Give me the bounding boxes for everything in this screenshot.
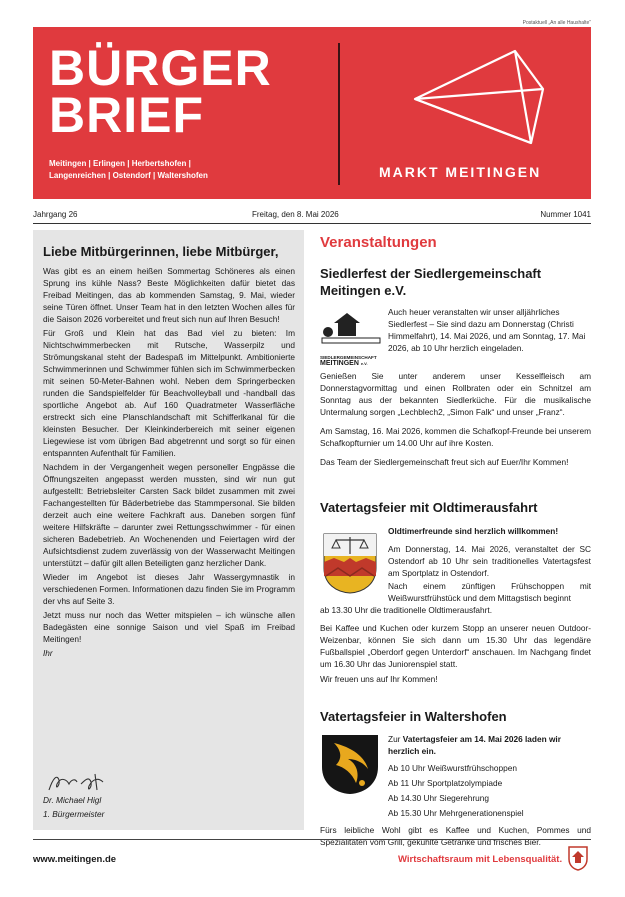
masthead-title-line1: BÜRGER [49,40,272,96]
towns-line2: Langenreichen | Ostendorf | Waltershofen [49,171,208,180]
letter-signer [43,793,104,821]
events-section-title: Veranstaltungen [320,234,437,251]
meitingen-emblem-icon [567,845,589,871]
oldtimer-lead: Oldtimerfreunde sind herzlich willkommen! [388,526,559,536]
letter-paragraph: Für Groß und Klein hat das Bad viel zu bieten: Im Nichtschwimmerbecken mit Rutsche, Wasserpilz und Strömungskanal steht der Badespaß im Mittelpunkt. Ambitionierte Schwimmerinnen und Schwimmer fühlen sich im Schwimmerbecken mit seinen 50-Meter-Bahnen wohl. Neben dem Springerbecken runden die Sandspielfelder für Beachvolleyball und -handball das sportliche Angebot ab. Auf 160 Quadratmeter Wasserfläche erstreckt sich eine Planschlandschaft mit Schifferlkanal für die kleinsten Besucher. Der Kleinkinderbereich mit seiner eigenen Liegewiese ist vom übrigen Bad abgetrennt und sorgt so für einen entspannten Aufenthalt für Familien. [43,328,295,458]
schedule-item: Ab 14.30 Uhr Siegerehrung [388,793,490,803]
waltershofen-lead-pre: Zur [388,734,403,744]
letter-closing: Ihr [43,648,53,658]
issue-number: Nummer 1041 [540,210,591,219]
signer-name: Dr. Michael Higl [43,795,102,805]
siedler-logo-icon [320,310,382,370]
siedler-paragraph: Am Samstag, 16. Mai 2026, kommen die Schafkopf-Freunde bei unserem Schafkopfturnier um 14.00 Uhr auf ihre Kosten. [320,426,591,448]
waltershofen-lead [388,733,591,757]
siedler-body [320,370,591,470]
oldtimer-paragraph: Wir freuen uns auf Ihr Kommen! [320,674,438,684]
issue-bar [33,210,591,222]
schedule-item: Ab 10 Uhr Weißwurstfrühschoppen [388,763,517,773]
siedler-title [320,265,541,299]
oldtimer-paragraph-cont: ab 13.30 Uhr die traditionelle Oldtimerausfahrt. [320,605,493,615]
towns-line1: Meitingen | Erlingen | Herbertshofen | [49,159,191,168]
waltershofen-outro: Fürs leibliche Wohl gibt es Kaffee und Kuchen, Pommes und Spezialitäten vom Grill, gekühlte Getränke und frisches Bier. [320,825,591,847]
letter-body [43,265,295,661]
masthead-banner [33,27,591,199]
signature-icon [45,770,115,794]
siedler-paragraph: Das Team der Siedlergemeinschaft freut sich auf Euer/Ihr Kommen! [320,457,569,467]
issue-date: Freitag, den 8. Mai 2026 [252,210,339,219]
postal-note: Postaktuell „An alle Haushalte“ [522,20,591,26]
footer-url[interactable]: www.meitingen.de [33,854,117,865]
letter-title: Liebe Mitbürgerinnen, liebe Mitbürger, [43,244,279,259]
schedule-item: Ab 11 Uhr Sportplatzolympiade [388,778,503,788]
masthead-title-line2: BRIEF [49,87,204,143]
waltershofen-crest-icon [320,733,380,800]
issue-divider [33,223,591,224]
oldtimer-title: Vatertagsfeier mit Oldtimerausfahrt [320,500,538,515]
letter-paragraph: Wieder im Angebot ist dieses Jahr Wassergymnastik in verschiedenen Formen. Informationen dazu finden Sie im Programm der vhs auf Seite 3. [43,572,295,606]
siedler-logo-text2: MEITINGEN [320,360,359,367]
footer-claim: Wirtschaftsraum mit Lebensqualität. [398,854,563,865]
siedler-logo-text3: e.V. [360,361,368,366]
oldtimer-body [320,622,591,687]
masthead-towns [49,158,208,182]
letter-paragraph: Was gibt es an einem heißen Sommertag Schöneres als einen Sprung ins kühle Nass? Beste Möglichkeiten dafür bietet das Freibad Meitingen, das ab kommenden Samstag, 9. Mai, wieder seine Türen öffnet. Unser Team hat in den letzten Wochen alles für die Saison 2026 vorbereitet und freut sich nun auf Ihren Besuch! [43,266,295,324]
signer-role: 1. Bürgermeister [43,809,105,819]
waltershofen-lead-bold: Vatertagsfeier am 14. Mai 2026 laden wir herzlich ein. [388,734,561,756]
issue-volume: Jahrgang 26 [33,210,78,219]
footer-divider [33,839,591,840]
ostendorf-crest-icon [320,532,380,599]
brand-name: MARKT MEITINGEN [379,164,542,180]
siedler-logo-text: SIEDLERGEMEINSCHAFT [320,355,377,360]
siedler-paragraph: Genießen Sie unter anderem unser Kesselfleisch am Donnerstagvormittag und einen Rollbraten oder ein Schnitzel am Sonntag aus der bekannten Siedlerküche. Für die musikalische Untermalung sorgen „Lechblech2, „Simon Falk“ und unser „Franz“. [320,371,591,417]
letter-paragraph: Jetzt muss nur noch das Wetter mitspielen – ich wünsche allen Badegästen eine sonnige Saison und viel Spaß im Freibad Meitingen! [43,610,295,644]
schedule-item: Ab 15.30 Uhr Mehrgenerationenspiel [388,808,524,818]
masthead-divider [338,43,340,185]
oldtimer-paragraph: Nach einem zünftigen Frühschoppen mit Weißwurstfrühstück und dem Mittagstisch beginnt [388,581,591,603]
waltershofen-title: Vatertagsfeier in Waltershofen [320,709,507,724]
siedler-title-line2: Meitingen e.V. [320,283,407,298]
siedler-intro: Auch heuer veranstalten wir unser alljährliches Siedlerfest – Sie sind dazu am Donnerstag (Christi Himmelfahrt), 14. Mai 2026, und am Sonntag, 17. Mai 2026, ab 10 Uhr herzlich eingeladen. [388,307,586,353]
triangle-logo-icon [403,41,563,151]
oldtimer-intro: Am Donnerstag, 14. Mai 2026, veranstaltet der SC Ostendorf ab 10 Uhr sein traditionelles Vatertagsfest am Sportplatz in Ostendorf. [388,544,591,578]
letter-paragraph: Nachdem in der Vergangenheit wegen personeller Engpässe die Öffnungszeiten angepasst werden mussten, sind wir nun gut aufgestellt: Betriebsleiter Carsten Sack bildet zusammen mit zwei Fachangestellten für Bäderbetriebe das Stammpersonal. Sie bilden derzeit auch eine weitere Fachkraft aus. Daneben sorgen fünf weitere Hilfskräfte – darunter zwei Rettungsschwimmer - für einen sicheren Badebetrieb. An Wochenenden und Feiertagen wird der Aufsichtsdienst zudem zuverlässig von der Wasserwacht Meitingen unterstützt – dafür gilt allen Beteiligten ganz herzlicher Dank. [43,462,295,568]
siedler-title-line1: Siedlerfest der Siedlergemeinschaft [320,266,542,281]
oldtimer-paragraph: Bei Kaffee und Kuchen oder kurzem Stopp an unserer neuen Outdoor-Weizenbar, können Sie sich dann um 15.30 Uhr das legendäre Fußballspiel „Oberdorf gegen Unterdorf“ anschauen. Im Nachgang findet um 16.30 Uhr das Juniorenspiel statt. [320,623,591,669]
waltershofen-schedule [388,761,591,821]
mayor-letter [33,230,304,830]
